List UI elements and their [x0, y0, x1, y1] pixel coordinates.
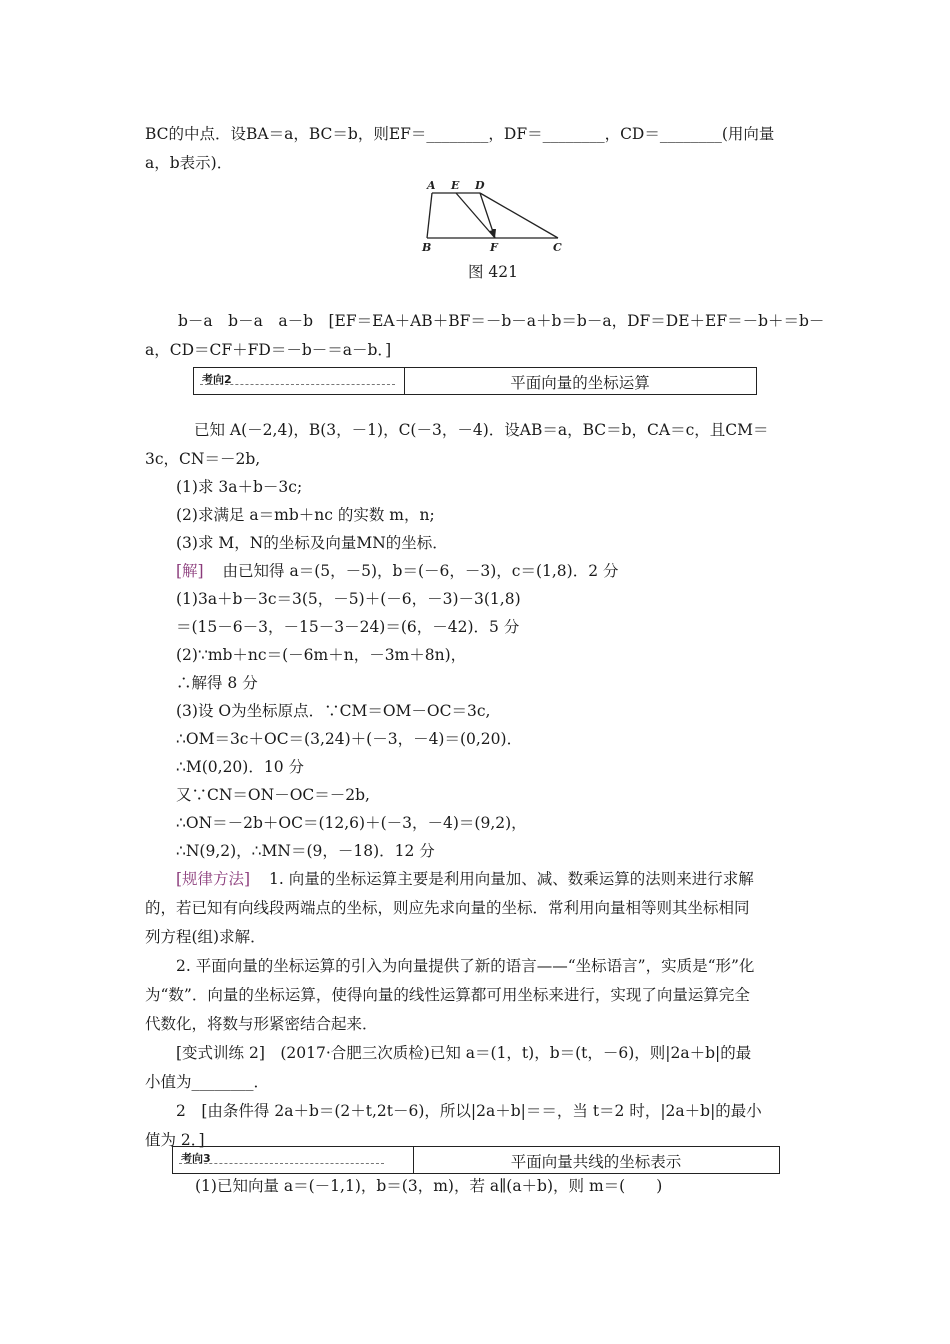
question-line: (3)求 M，N的坐标及向量MN的坐标．	[176, 534, 448, 552]
variant-line: 小值为________．	[145, 1073, 270, 1091]
question-line: (1)求 3a＋b－3c;	[176, 478, 303, 496]
method-line: 为“数”．向量的坐标运算，使得向量的线性运算都可用坐标来进行，实现了向量运算完全	[145, 986, 750, 1004]
label-B: B	[422, 241, 432, 254]
method-line: 2. 平面向量的坐标运算的引入为向量提供了新的语言——“坐标语言”，实质是“形”化	[176, 957, 755, 975]
tag-underline	[200, 384, 395, 385]
section-header-2	[193, 367, 757, 395]
method-text: 1. 向量的坐标运算主要是利用向量加、减、数乘运算的法则来进行求解	[269, 870, 754, 888]
question-line: 3c，CN＝－2b,	[145, 450, 261, 468]
section-tag: 考向2	[202, 373, 232, 386]
method-line: 列方程(组)求解．	[145, 928, 266, 946]
solution-line: ∴M(0,20)．10 分	[176, 758, 304, 776]
label-E: E	[451, 179, 460, 192]
solution-line: (3)设 O为坐标原点．∵CM＝OM－OC＝3c,	[176, 702, 491, 720]
solution-line: 又∵CN＝ON－OC＝－2b,	[176, 786, 370, 804]
section-tag: 考向3	[181, 1152, 211, 1165]
solution-line	[176, 561, 619, 581]
figure-caption: 图 421	[468, 263, 519, 281]
answer-line: a，CD＝CF＋FD＝－b－＝a－b．]	[145, 341, 392, 359]
variant-line: [变式训练 2] (2017·合肥三次质检)已知 a＝(1，t)，b＝(t，－6)，则|2a＋b|的最	[176, 1044, 752, 1062]
solution-line: ∴解得 8 分	[176, 674, 258, 692]
solution-line: ∴N(9,2)，∴MN＝(9，－18)．12 分	[176, 842, 435, 860]
problem-text-line: a，b表示)．	[145, 154, 233, 172]
label-A: A	[427, 179, 436, 192]
method-line	[176, 869, 754, 889]
answer-line: b－a b－a a－b [EF＝EA＋AB＋BF＝－b－a＋b＝b－a，DF＝DE＋EF＝－b＋＝b－	[178, 312, 825, 330]
solution-line: ＝(15－6－3，－15－3－24)＝(6，－42)．5 分	[176, 618, 520, 636]
problem-text-line: BC的中点．设BA＝a，BC＝b，则EF＝________，DF＝________，CD＝________(用向量	[145, 125, 775, 143]
problem-line: (1)已知向量 a＝(－1,1)，b＝(3，m)，若 a∥(a＋b)，则 m＝( )	[195, 1177, 663, 1195]
tag-underline	[179, 1163, 384, 1164]
solution-line: ∴OM＝3c＋OC＝(3,24)＋(－3，－4)＝(0,20)．	[176, 730, 523, 748]
question-line: (2)求满足 a＝mb＋nc 的实数 m，n;	[176, 506, 435, 524]
method-line: 代数化，将数与形紧密结合起来．	[145, 1015, 378, 1033]
solution-line: ∴ON＝－2b＋OC＝(12,6)＋(－3，－4)＝(9,2)，	[176, 814, 527, 832]
variant-answer-line: 值为 2．]	[145, 1131, 205, 1149]
solution-line: (1)3a＋b－3c＝3(5，－5)＋(－6，－3)－3(1,8)	[176, 590, 521, 608]
method-line: 的，若已知有向线段两端点的坐标，则应先求向量的坐标．常利用向量相等则其坐标相同	[145, 899, 750, 917]
method-bracket: [规律方法]	[176, 870, 251, 888]
question-line: 已知 A(－2,4)，B(3，－1)，C(－3，－4)．设AB＝a，BC＝b，CA＝c，且CM＝	[194, 421, 769, 439]
label-C: C	[553, 241, 562, 254]
section-header-3	[172, 1146, 780, 1174]
variant-answer-line: 2 [由条件得 2a＋b＝(2＋t,2t－6)，所以|2a＋b|＝＝，当 t＝2 时，|2a＋b|的最小	[176, 1102, 762, 1120]
solution-bracket: [解]	[176, 562, 204, 580]
solution-text: 由已知得 a＝(5，－5)，b＝(－6，－3)，c＝(1,8)．2 分	[222, 562, 619, 580]
trapezoid-figure	[420, 176, 570, 256]
section-title: 平面向量的坐标运算	[510, 374, 650, 392]
label-D: D	[475, 179, 485, 192]
section-title: 平面向量共线的坐标表示	[510, 1153, 682, 1171]
solution-line: (2)∵mb＋nc＝(－6m＋n，－3m＋8n)，	[176, 646, 467, 664]
label-F: F	[490, 241, 498, 254]
